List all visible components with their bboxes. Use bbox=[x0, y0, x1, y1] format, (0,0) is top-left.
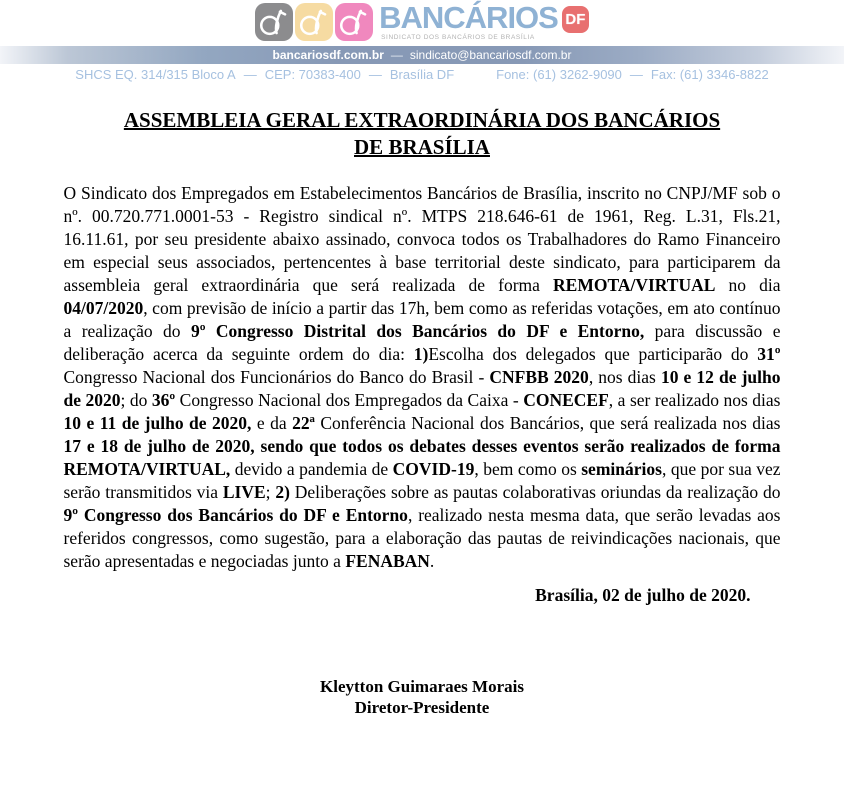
letter-paragraph: O Sindicato dos Empregados em Estabelecimentos Bancários de Brasília, inscrito no CNPJ/MF sob o nº. 00.720.771.0001-53 - Registro sindical nº. MTPS 218.646-61 de 1961, Reg. L.31, Fls.21, 16.11.61, por seu presidente abaixo assinado, convoca todos os Trabalhadores do Ramo Financeiro em especial seus associados, pertencentes à base territorial deste sindicato, para participarem da assembleia geral extraordinária que será realizada de forma REMOTA/VIRTUAL no dia 04/07/2020, com previsão de início a partir das 17h, bem como as referidas votações, em ato contínuo a realização do 9º Congresso Distrital dos Bancários do DF e Entorno, para discussão e deliberação acerca da seguinte ordem do dia: 1)Escolha dos delegados que participarão do 31º Congresso Nacional dos Funcionários do Banco do Brasil - CNFBB 2020, nos dias 10 e 12 de julho de 2020; do 36º Congresso Nacional dos Empregados da Caixa - CONECEF, a ser realizado nos dias 10 e 11 de julho de 2020, e da 22ª Conferência Nacional dos Bancários, que será realizada nos dias 17 e 18 de julho de 2020, sendo que todos os debates desses eventos serão realizados de forma REMOTA/VIRTUAL, devido a pandemia de COVID-19, bem como os seminários, que por sua vez serão transmitidos via LIVE; 2) Deliberações sobre as pautas colaborativas oriundas da realização do 9º Congresso dos Bancários do DF e Entorno, realizado nesta mesma data, que serão levadas aos referidos congressos, como sugestão, para a elaboração das pautas de reivindicações nacionais, que serão apresentadas e negociadas junto a FENABAN. bbox=[63, 183, 781, 571]
street-address: SHCS EQ. 314/315 Bloco A bbox=[75, 67, 236, 82]
separator-dash: — bbox=[368, 67, 382, 82]
brand-wordmark: BANCÁRIOS bbox=[379, 0, 558, 35]
address-line bbox=[0, 67, 844, 82]
letter-body bbox=[0, 107, 844, 718]
separator-dash: — bbox=[243, 67, 257, 82]
cep-text: CEP: 70383-400 bbox=[264, 67, 361, 82]
logo bbox=[0, 0, 844, 46]
signature-role: Diretor-Presidente bbox=[354, 698, 490, 717]
letterhead bbox=[0, 0, 844, 82]
phone-text: Fone: (61) 3262-9090 bbox=[496, 67, 622, 82]
figure-icon-pink bbox=[335, 3, 373, 41]
separator-dash: — bbox=[629, 67, 643, 82]
contact-bar bbox=[0, 46, 844, 64]
separator-dash: — bbox=[390, 48, 403, 62]
figure-icon-yellow bbox=[295, 3, 333, 41]
brand-tagline: SINDICATO DOS BANCÁRIOS DE BRASÍLIA bbox=[381, 34, 535, 41]
signature-block bbox=[0, 676, 844, 718]
letter-title bbox=[0, 107, 844, 161]
figure-icon-gray bbox=[255, 3, 293, 41]
title-line-2: DE BRASÍLIA bbox=[354, 135, 490, 159]
email-text: sindicato@bancariosdf.com.br bbox=[409, 48, 572, 62]
fax-text: Fax: (61) 3346-8822 bbox=[650, 67, 769, 82]
date-line: Brasília, 02 de julho de 2020. bbox=[535, 585, 751, 605]
signature-name: Kleytton Guimaraes Morais bbox=[320, 677, 524, 696]
website-text: bancariosdf.com.br bbox=[272, 48, 384, 62]
df-badge: DF bbox=[562, 6, 589, 33]
title-line-1: ASSEMBLEIA GERAL EXTRAORDINÁRIA DOS BANCÁRIOS bbox=[123, 108, 721, 132]
brand-block bbox=[379, 0, 558, 41]
city-text: Brasília DF bbox=[389, 67, 455, 82]
